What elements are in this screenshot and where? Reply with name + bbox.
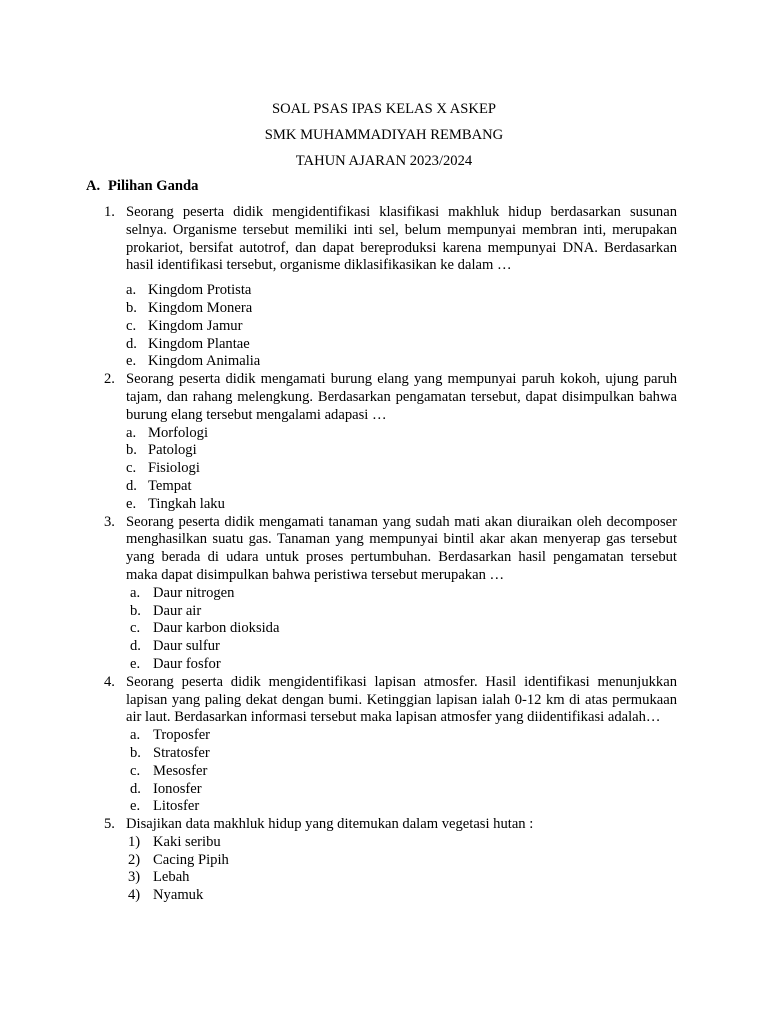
option-label: c.	[130, 762, 141, 779]
option-item	[0, 353, 768, 371]
list-item	[0, 852, 768, 870]
option-item	[0, 460, 768, 478]
question-text: Disajikan data makhluk hidup yang ditemukan dalam vegetasi hutan :	[126, 816, 534, 833]
option-text: Daur nitrogen	[153, 584, 235, 601]
option-item	[0, 282, 768, 300]
option-text: Troposfer	[153, 727, 211, 744]
header-title-line-1: SOAL PSAS IPAS KELAS X ASKEP	[272, 101, 496, 117]
option-text: Daur sulfur	[153, 638, 220, 655]
option-item	[0, 763, 768, 781]
option-text: Stratosfer	[153, 744, 210, 761]
list-item	[0, 869, 768, 887]
option-label: c.	[126, 317, 137, 334]
option-item	[0, 442, 768, 460]
option-text: Kingdom Monera	[148, 299, 253, 316]
list-item-number: 4)	[128, 887, 141, 904]
option-item	[0, 425, 768, 443]
option-item	[0, 318, 768, 336]
option-label: a.	[126, 424, 137, 441]
question-text: Seorang peserta didik mengamati burung elang yang mempunyai paruh kokoh, ujung paruh tajam, dan rahang melengkung. Berdasarkan pengamatan tersebut, dapat disimpulkan bahwa burung elang tersebut mengalami adapasi …	[126, 371, 677, 423]
question-4	[0, 674, 768, 816]
option-text: Daur karbon dioksida	[153, 620, 280, 637]
option-item	[0, 638, 768, 656]
option-label: b.	[130, 744, 141, 761]
option-label: b.	[126, 442, 137, 459]
option-text: Daur air	[153, 602, 202, 619]
data-list	[0, 834, 768, 905]
question-text: Seorang peserta didik mengidentifikasi klasifikasi makhluk hidup berdasarkan susunan selnya. Organisme tersebut memiliki inti sel, belum mempunyai membran inti, merupakan prokariot, bersifat autotrof, dan dapat bereproduksi karena mempunyai DNA. Berdasarkan hasil identifikasi tersebut, organisme diklasifikasikan ke dalam …	[126, 204, 677, 274]
question-list	[0, 204, 768, 905]
option-text: Tempat	[148, 477, 192, 494]
option-text: Tingkah laku	[148, 495, 225, 512]
option-item	[0, 585, 768, 603]
option-item	[0, 656, 768, 674]
option-text: Daur fosfor	[153, 655, 221, 672]
question-text: Seorang peserta didik mengidentifikasi lapisan atmosfer. Hasil identifikasi menunjukkan lapisan yang paling dekat dengan bumi. Ketinggian lapisan ialah 0-12 km di atas permukaan air laut. Berdasarkan informasi tersebut maka lapisan atmosfer yang diidentifikasi adalah…	[126, 673, 677, 726]
option-item	[0, 620, 768, 638]
question-number: 5.	[104, 816, 115, 833]
option-item	[0, 478, 768, 496]
option-item	[0, 727, 768, 745]
option-text: Patologi	[148, 442, 197, 459]
question-number: 1.	[104, 204, 115, 220]
option-item	[0, 300, 768, 318]
option-label: a.	[130, 584, 141, 601]
option-list	[0, 282, 768, 371]
list-item-number: 1)	[128, 833, 141, 850]
option-text: Kingdom Jamur	[148, 317, 243, 334]
option-list	[0, 585, 768, 674]
option-text: Ionosfer	[153, 780, 202, 797]
list-item-text: Nyamuk	[153, 887, 204, 904]
question-number: 4.	[104, 673, 115, 690]
section-heading	[86, 178, 198, 196]
option-item	[0, 603, 768, 621]
question-number: 2.	[104, 371, 115, 388]
header-title-line-3: TAHUN AJARAN 2023/2024	[295, 153, 473, 169]
option-label: e.	[126, 353, 137, 370]
question-2	[0, 371, 768, 513]
section-title: Pilihan Ganda	[108, 178, 199, 194]
option-label: d.	[130, 638, 141, 655]
list-item-text: Kaki seribu	[153, 833, 221, 850]
option-item	[0, 336, 768, 354]
section-letter: A.	[86, 178, 101, 194]
list-item	[0, 834, 768, 852]
list-item	[0, 887, 768, 905]
question-5	[0, 816, 768, 905]
question-text: Seorang peserta didik mengamati tanaman yang sudah mati akan diuraikan oleh decomposer menghasilkan suatu gas. Tanaman yang mempunyai bintil akar akan menyerap gas tersebut yang berada di udara untuk proses pertumbuhan. Berdasarkan hasil pengamatan tersebut maka dapat disimpulkan bahwa peristiwa tersebut merupakan …	[126, 513, 677, 583]
option-label: e.	[126, 495, 137, 512]
option-label: a.	[130, 727, 141, 744]
option-text: Litosfer	[153, 798, 200, 815]
option-label: b.	[126, 299, 137, 316]
option-text: Fisiologi	[148, 460, 200, 477]
option-item	[0, 781, 768, 799]
option-label: e.	[130, 655, 141, 672]
option-label: d.	[130, 780, 141, 797]
question-number: 3.	[104, 513, 115, 530]
option-item	[0, 798, 768, 816]
option-label: c.	[130, 620, 141, 637]
list-item-number: 2)	[128, 851, 141, 868]
option-label: e.	[130, 798, 141, 815]
list-item-text: Cacing Pipih	[153, 851, 229, 868]
option-text: Morfologi	[148, 424, 208, 441]
option-label: d.	[126, 477, 137, 494]
option-text: Kingdom Protista	[148, 282, 252, 299]
option-text: Kingdom Animalia	[148, 353, 261, 370]
option-label: d.	[126, 335, 137, 352]
option-label: a.	[126, 282, 137, 299]
option-item	[0, 496, 768, 514]
option-list	[0, 727, 768, 816]
option-label: c.	[126, 460, 137, 477]
option-text: Kingdom Plantae	[148, 335, 250, 352]
list-item-number: 3)	[128, 869, 141, 886]
header-title-line-2: SMK MUHAMMADIYAH REMBANG	[264, 127, 504, 143]
option-list	[0, 425, 768, 514]
option-label: b.	[130, 602, 141, 619]
question-3	[0, 514, 768, 674]
question-1	[0, 204, 768, 371]
option-text: Mesosfer	[153, 762, 208, 779]
option-item	[0, 745, 768, 763]
list-item-text: Lebah	[153, 869, 190, 886]
